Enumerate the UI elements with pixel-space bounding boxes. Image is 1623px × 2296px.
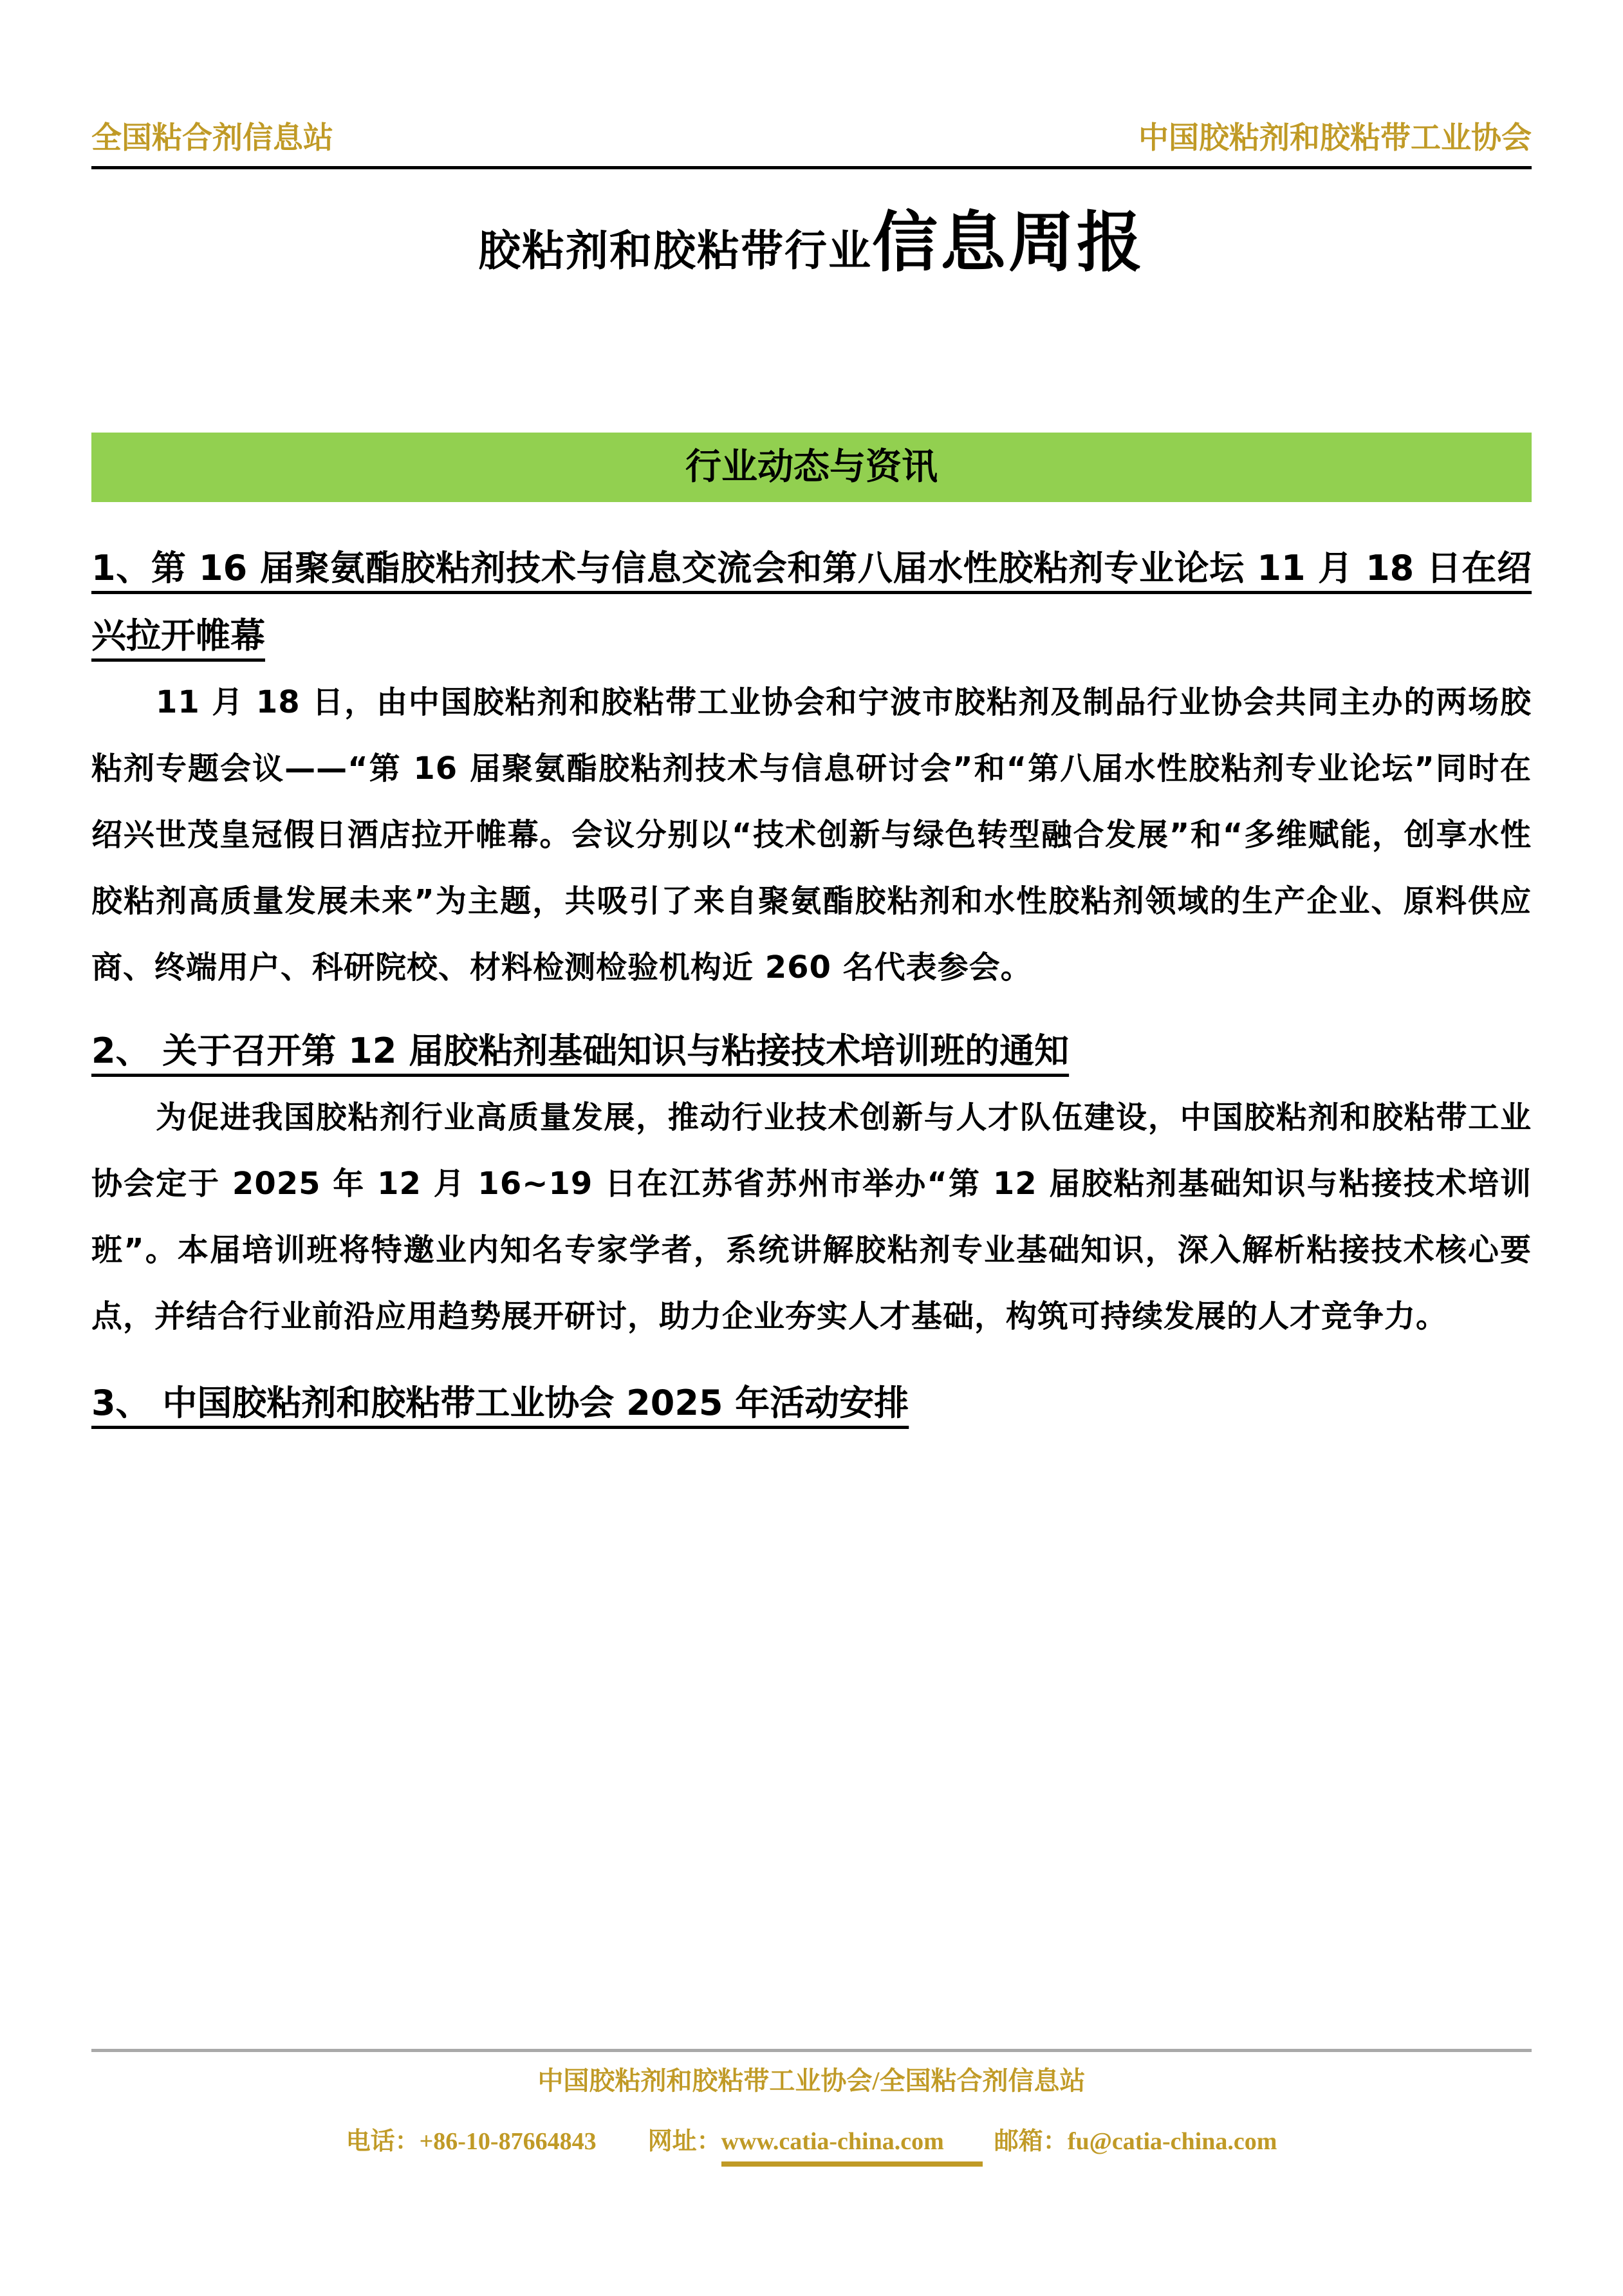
footer-contact-line <box>91 2127 1532 2167</box>
page-header <box>91 118 1532 160</box>
phone-label: 电话： <box>346 2128 420 2155</box>
email-value: fu@catia-china.com <box>1067 2128 1277 2155</box>
section-1-heading: 1、第 16 届聚氨酯胶粘剂技术与信息交流会和第八届水性胶粘剂专业论坛 11 月 18 日在绍兴拉开帷幕 <box>91 548 1532 656</box>
page-footer <box>91 2049 1532 2167</box>
phone-value: +86-10-87664843 <box>419 2128 597 2155</box>
title-main: 信息周报 <box>872 205 1145 281</box>
document-content <box>91 0 1532 1437</box>
section-3-heading: 3、 中国胶粘剂和胶粘带工业协会 2025 年活动安排 <box>91 1383 909 1423</box>
website-link[interactable]: www.catia-china.com <box>721 2127 983 2167</box>
email-label: 邮箱： <box>994 2128 1068 2155</box>
website-label: 网址： <box>647 2128 721 2155</box>
section-2-paragraph: 为促进我国胶粘剂行业高质量发展，推动行业技术创新与人才队伍建设，中国胶粘剂和胶粘带工业协会定于 2025 年 12 月 16~19 日在江苏省苏州市举办“第 12 届胶粘剂基础知识与粘接技术培训班”。本届培训班将特邀业内知名专家学者，系统讲解胶粘剂专业基础知识，深入解析粘接技术核心要点，并结合行业前沿应用趋势展开研讨，助力企业夯实人才基础，构筑可持续发展的人才竞争力。 <box>91 1099 1532 1334</box>
header-divider <box>91 166 1532 169</box>
section-1-paragraph: 11 月 18 日，由中国胶粘剂和胶粘带工业协会和宁波市胶粘剂及制品行业协会共同主办的两场胶粘剂专题会议——“第 16 届聚氨酯胶粘剂技术与信息研讨会”和“第八届水性胶粘剂专业论坛”同时在绍兴世茂皇冠假日酒店拉开帷幕。会议分别以“技术创新与绿色转型融合发展”和“多维赋能，创享水性胶粘剂高质量发展未来”为主题，共吸引了来自聚氨酯胶粘剂和水性胶粘剂领域的生产企业、原料供应商、终端用户、科研院校、材料检测检验机构近 260 名代表参会。 <box>91 684 1532 985</box>
title-prefix: 胶粘剂和胶粘带行业 <box>478 226 872 275</box>
header-right-org: 中国胶粘剂和胶粘带工业协会 <box>1138 122 1532 155</box>
header-left-org: 全国粘合剂信息站 <box>91 122 333 155</box>
banner-label: 行业动态与资讯 <box>685 446 938 488</box>
footer-divider <box>91 2049 1532 2052</box>
section-2-heading: 2、 关于召开第 12 届胶粘剂基础知识与粘接技术培训班的通知 <box>91 1031 1070 1071</box>
document-title <box>91 201 1532 304</box>
footer-org-line: 中国胶粘剂和胶粘带工业协会/全国粘合剂信息站 <box>537 2066 1086 2095</box>
section-banner <box>91 433 1532 502</box>
